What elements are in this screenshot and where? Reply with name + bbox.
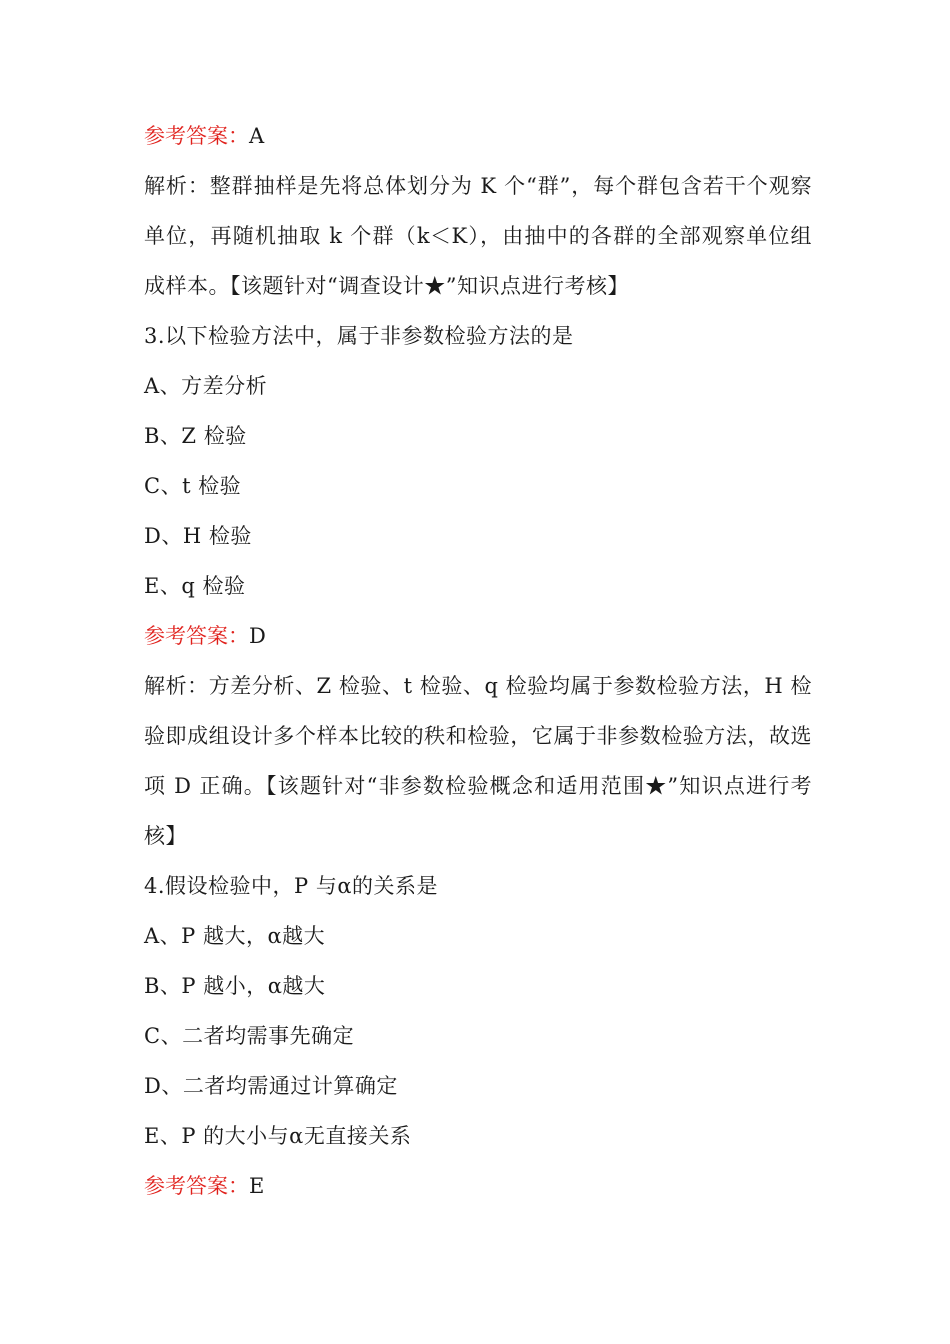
answer-label: 参考答案： (144, 624, 249, 648)
answer-label: 参考答案： (144, 1174, 249, 1198)
q4-option-a: A、P 越大，α越大 (144, 924, 326, 948)
answer-value: E (249, 1174, 265, 1198)
q4-option-c: C、二者均需事先确定 (144, 1024, 355, 1048)
explanation-q3: 解析：方差分析、Z 检验、t 检验、q 检验均属于参数检验方法，H 检验即成组设计多个样本比较的秩和检验，它属于非参数检验方法，故选项 D 正确。【该题针对“非参数检验概念和适用范围★”知识点进行考核】 (144, 674, 812, 848)
q3-option-a: A、方差分析 (144, 374, 268, 398)
question-4: 4.假设检验中，P 与α的关系是 (144, 874, 439, 898)
answer-label: 参考答案： (144, 124, 249, 148)
q4-option-e: E、P 的大小与α无直接关系 (144, 1124, 412, 1148)
q3-option-d: D、H 检验 (144, 524, 252, 548)
answer-line-prev (144, 111, 812, 161)
document-content (144, 111, 812, 1211)
q3-option-c: C、t 检验 (144, 474, 242, 498)
answer-line-q4 (144, 1161, 812, 1211)
answer-line-q3 (144, 611, 812, 661)
question-3: 3.以下检验方法中，属于非参数检验方法的是 (144, 324, 574, 348)
answer-value: D (249, 624, 266, 648)
q4-option-b: B、P 越小，α越大 (144, 974, 326, 998)
explanation-prev: 解析：整群抽样是先将总体划分为 K 个“群”，每个群包含若干个观察单位，再随机抽取 k 个群（k＜K），由抽中的各群的全部观察单位组成样本。【该题针对“调查设计★”知识点进行考核】 (144, 174, 812, 298)
q3-option-e: E、q 检验 (144, 574, 246, 598)
q4-option-d: D、二者均需通过计算确定 (144, 1074, 398, 1098)
answer-value: A (249, 124, 265, 148)
q3-option-b: B、Z 检验 (144, 424, 247, 448)
